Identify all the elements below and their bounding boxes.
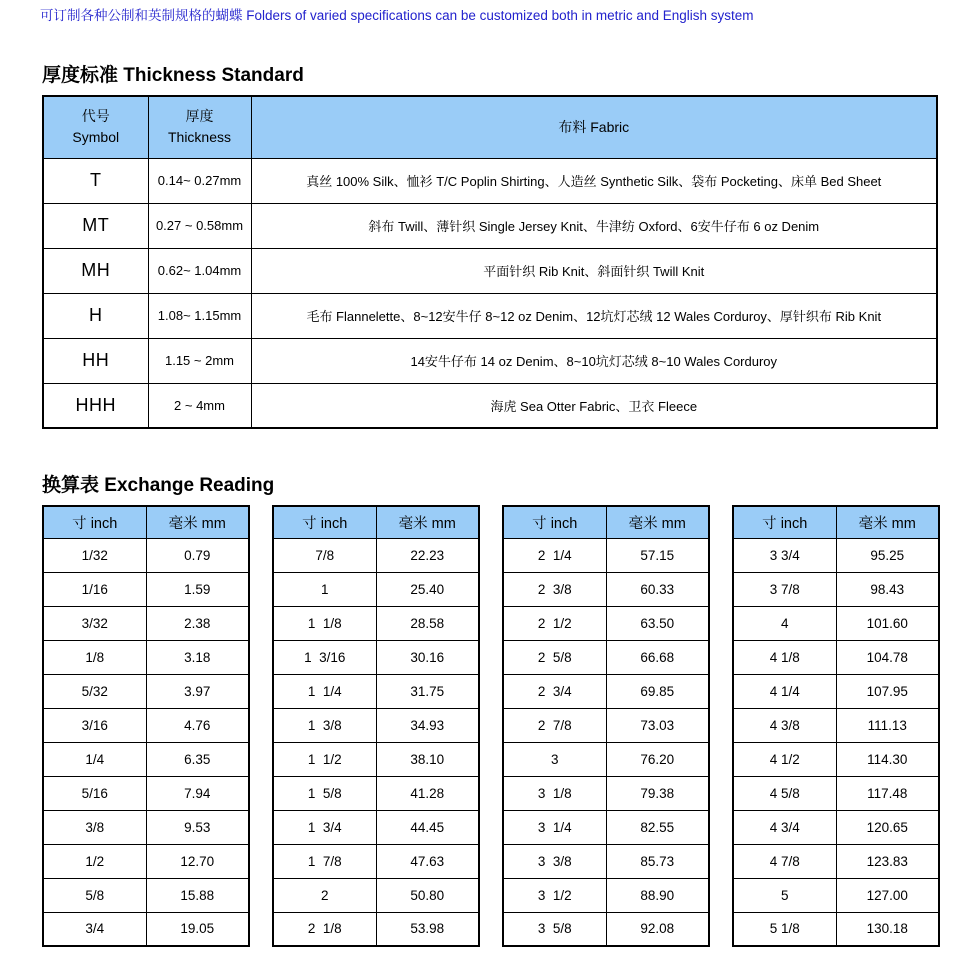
table-cell: 63.50 — [606, 606, 709, 640]
table-cell: 9.53 — [146, 810, 249, 844]
col-header-fabric: 布料 Fabric — [251, 96, 937, 158]
col-header-inch: 寸 inch — [273, 506, 376, 538]
table-cell: 127.00 — [836, 878, 939, 912]
table-cell: 2 5/8 — [503, 640, 606, 674]
table-cell: 4 1/2 — [733, 742, 836, 776]
table-cell: 2 7/8 — [503, 708, 606, 742]
table-cell: 53.98 — [376, 912, 479, 946]
table-cell: 4 5/8 — [733, 776, 836, 810]
table-row — [733, 708, 939, 742]
table-cell: 4 1/4 — [733, 674, 836, 708]
table-cell: 5/32 — [43, 674, 146, 708]
table-cell: MT — [43, 203, 148, 248]
table-cell: 平面针织 Rib Knit、斜面针织 Twill Knit — [251, 248, 937, 293]
table-cell: 31.75 — [376, 674, 479, 708]
exchange-table-1 — [42, 505, 250, 947]
table-row — [273, 776, 479, 810]
exchange-table-2 — [272, 505, 480, 947]
table-cell: 7/8 — [273, 538, 376, 572]
table-cell: 2 1/8 — [273, 912, 376, 946]
table-cell: 1 — [273, 572, 376, 606]
table-row — [273, 640, 479, 674]
table-row — [43, 606, 249, 640]
table-row — [273, 742, 479, 776]
table-cell: 5/8 — [43, 878, 146, 912]
exchange-table-header-row — [733, 506, 939, 538]
table-cell: 47.63 — [376, 844, 479, 878]
table-row — [273, 708, 479, 742]
exchange-section-title: 换算表 Exchange Reading — [42, 475, 275, 496]
table-row — [503, 708, 709, 742]
table-cell: 5/16 — [43, 776, 146, 810]
table-cell: 19.05 — [146, 912, 249, 946]
table-cell: 毛布 Flannelette、8~12安牛仔 8~12 oz Denim、12坑灯芯绒 12 Wales Corduroy、厚针织布 Rib Knit — [251, 293, 937, 338]
table-row — [273, 912, 479, 946]
table-row — [43, 538, 249, 572]
table-row — [733, 844, 939, 878]
col-header-thickness-zh: 厚度 — [185, 108, 214, 125]
table-row — [503, 640, 709, 674]
table-row — [733, 606, 939, 640]
exchange-table-header-row — [43, 506, 249, 538]
table-cell: 1 1/8 — [273, 606, 376, 640]
table-row — [43, 776, 249, 810]
table-cell: 123.83 — [836, 844, 939, 878]
exchange-table-4 — [732, 505, 940, 947]
table-row — [503, 572, 709, 606]
table-cell: 4.76 — [146, 708, 249, 742]
table-row — [733, 538, 939, 572]
table-cell: 6.35 — [146, 742, 249, 776]
col-header-thickness — [148, 96, 251, 158]
table-cell: 真丝 100% Silk、恤衫 T/C Poplin Shirting、人造丝 Synthetic Silk、袋布 Pocketing、床单 Bed Sheet — [251, 158, 937, 203]
table-cell: 0.14~ 0.27mm — [148, 158, 251, 203]
table-cell: 1.15 ~ 2mm — [148, 338, 251, 383]
table-row — [43, 878, 249, 912]
table-cell: T — [43, 158, 148, 203]
table-cell: 0.62~ 1.04mm — [148, 248, 251, 293]
table-cell: 15.88 — [146, 878, 249, 912]
table-row — [733, 776, 939, 810]
table-row — [43, 708, 249, 742]
table-cell: 2.38 — [146, 606, 249, 640]
table-cell: 3 7/8 — [733, 572, 836, 606]
table-row — [43, 203, 937, 248]
table-cell: 1 3/4 — [273, 810, 376, 844]
table-cell: 2 1/2 — [503, 606, 606, 640]
table-cell: 3 — [503, 742, 606, 776]
table-cell: 14安牛仔布 14 oz Denim、8~10坑灯芯绒 8~10 Wales Corduroy — [251, 338, 937, 383]
col-header-symbol-en: Symbol — [72, 129, 120, 146]
table-cell: 1 1/4 — [273, 674, 376, 708]
table-cell: 30.16 — [376, 640, 479, 674]
table-cell: 3 1/4 — [503, 810, 606, 844]
col-header-symbol-zh: 代号 — [81, 108, 110, 125]
table-cell: 1/4 — [43, 742, 146, 776]
table-cell: 25.40 — [376, 572, 479, 606]
table-cell: 0.27 ~ 0.58mm — [148, 203, 251, 248]
table-cell: 117.48 — [836, 776, 939, 810]
table-cell: 34.93 — [376, 708, 479, 742]
table-cell: 38.10 — [376, 742, 479, 776]
table-row — [503, 810, 709, 844]
table-cell: MH — [43, 248, 148, 293]
table-cell: 4 3/8 — [733, 708, 836, 742]
table-row — [43, 158, 937, 203]
table-cell: 57.15 — [606, 538, 709, 572]
table-row — [503, 742, 709, 776]
table-row — [733, 640, 939, 674]
table-row — [43, 338, 937, 383]
col-header-inch: 寸 inch — [43, 506, 146, 538]
table-cell: 1.59 — [146, 572, 249, 606]
table-row — [733, 674, 939, 708]
table-cell: 3 3/4 — [733, 538, 836, 572]
table-cell: HH — [43, 338, 148, 383]
table-cell: 50.80 — [376, 878, 479, 912]
table-cell: 2 1/4 — [503, 538, 606, 572]
table-row — [273, 538, 479, 572]
table-cell: 3 1/8 — [503, 776, 606, 810]
table-cell: 82.55 — [606, 810, 709, 844]
table-cell: 2 3/8 — [503, 572, 606, 606]
thickness-table-header-row — [43, 96, 937, 158]
exchange-table-header-row — [503, 506, 709, 538]
table-row — [273, 606, 479, 640]
table-row — [733, 572, 939, 606]
table-row — [733, 742, 939, 776]
table-cell: 98.43 — [836, 572, 939, 606]
table-cell: 1/32 — [43, 538, 146, 572]
table-row — [43, 293, 937, 338]
table-cell: 2 ~ 4mm — [148, 383, 251, 428]
col-header-mm: 毫米 mm — [146, 506, 249, 538]
table-cell: 44.45 — [376, 810, 479, 844]
table-row — [273, 810, 479, 844]
col-header-symbol — [43, 96, 148, 158]
table-row — [503, 674, 709, 708]
table-cell: 3 5/8 — [503, 912, 606, 946]
table-cell: 1 1/2 — [273, 742, 376, 776]
table-cell: 斜布 Twill、薄针织 Single Jersey Knit、牛津纺 Oxford、6安牛仔布 6 oz Denim — [251, 203, 937, 248]
table-cell: 3/32 — [43, 606, 146, 640]
table-cell: 5 — [733, 878, 836, 912]
table-row — [43, 674, 249, 708]
table-row — [273, 674, 479, 708]
table-cell: 41.28 — [376, 776, 479, 810]
table-row — [43, 912, 249, 946]
table-row — [43, 742, 249, 776]
table-row — [503, 538, 709, 572]
table-cell: 85.73 — [606, 844, 709, 878]
table-cell: 2 3/4 — [503, 674, 606, 708]
table-cell: 1.08~ 1.15mm — [148, 293, 251, 338]
table-cell: 3.18 — [146, 640, 249, 674]
table-row — [43, 248, 937, 293]
table-cell: 28.58 — [376, 606, 479, 640]
table-cell: 95.25 — [836, 538, 939, 572]
table-cell: 130.18 — [836, 912, 939, 946]
table-row — [273, 878, 479, 912]
table-cell: 22.23 — [376, 538, 479, 572]
table-cell: 92.08 — [606, 912, 709, 946]
table-cell: 101.60 — [836, 606, 939, 640]
col-header-inch: 寸 inch — [733, 506, 836, 538]
table-row — [43, 572, 249, 606]
table-row — [43, 383, 937, 428]
table-row — [43, 640, 249, 674]
table-row — [503, 912, 709, 946]
table-cell: 107.95 — [836, 674, 939, 708]
table-cell: 5 1/8 — [733, 912, 836, 946]
col-header-inch: 寸 inch — [503, 506, 606, 538]
table-row — [503, 606, 709, 640]
table-cell: 2 — [273, 878, 376, 912]
table-row — [273, 572, 479, 606]
table-cell: 4 3/4 — [733, 810, 836, 844]
table-cell: 79.38 — [606, 776, 709, 810]
table-cell: 73.03 — [606, 708, 709, 742]
table-cell: 3.97 — [146, 674, 249, 708]
table-cell: 0.79 — [146, 538, 249, 572]
table-row — [273, 844, 479, 878]
top-note: 可订制各种公制和英制规格的蝴蝶 Folders of varied specifications can be customized both in metric and English system — [40, 8, 754, 23]
col-header-mm: 毫米 mm — [606, 506, 709, 538]
table-row — [503, 878, 709, 912]
exchange-table-3 — [502, 505, 710, 947]
table-cell: 4 7/8 — [733, 844, 836, 878]
table-cell: 66.68 — [606, 640, 709, 674]
col-header-mm: 毫米 mm — [836, 506, 939, 538]
table-cell: 1/8 — [43, 640, 146, 674]
table-cell: 12.70 — [146, 844, 249, 878]
table-cell: 1 3/8 — [273, 708, 376, 742]
table-cell: 4 — [733, 606, 836, 640]
table-cell: 1 3/16 — [273, 640, 376, 674]
table-cell: HHH — [43, 383, 148, 428]
table-row — [503, 776, 709, 810]
table-cell: 104.78 — [836, 640, 939, 674]
table-row — [733, 810, 939, 844]
table-cell: 120.65 — [836, 810, 939, 844]
table-cell: 1 7/8 — [273, 844, 376, 878]
table-cell: 76.20 — [606, 742, 709, 776]
table-cell: 3 3/8 — [503, 844, 606, 878]
table-cell: 3/8 — [43, 810, 146, 844]
col-header-thickness-en: Thickness — [167, 129, 232, 146]
thickness-standard-table — [42, 95, 938, 429]
table-cell: 3/16 — [43, 708, 146, 742]
thickness-section-title: 厚度标准 Thickness Standard — [42, 65, 304, 86]
table-cell: 3/4 — [43, 912, 146, 946]
table-cell: 69.85 — [606, 674, 709, 708]
table-cell: 1 5/8 — [273, 776, 376, 810]
col-header-mm: 毫米 mm — [376, 506, 479, 538]
table-cell: 海虎 Sea Otter Fabric、卫衣 Fleece — [251, 383, 937, 428]
table-row — [43, 810, 249, 844]
exchange-table-header-row — [273, 506, 479, 538]
table-cell: 114.30 — [836, 742, 939, 776]
table-cell: 4 1/8 — [733, 640, 836, 674]
table-row — [733, 878, 939, 912]
table-cell: H — [43, 293, 148, 338]
table-cell: 7.94 — [146, 776, 249, 810]
table-cell: 111.13 — [836, 708, 939, 742]
table-row — [43, 844, 249, 878]
table-row — [733, 912, 939, 946]
table-cell: 3 1/2 — [503, 878, 606, 912]
table-cell: 60.33 — [606, 572, 709, 606]
table-row — [503, 844, 709, 878]
table-cell: 1/2 — [43, 844, 146, 878]
table-cell: 88.90 — [606, 878, 709, 912]
table-cell: 1/16 — [43, 572, 146, 606]
